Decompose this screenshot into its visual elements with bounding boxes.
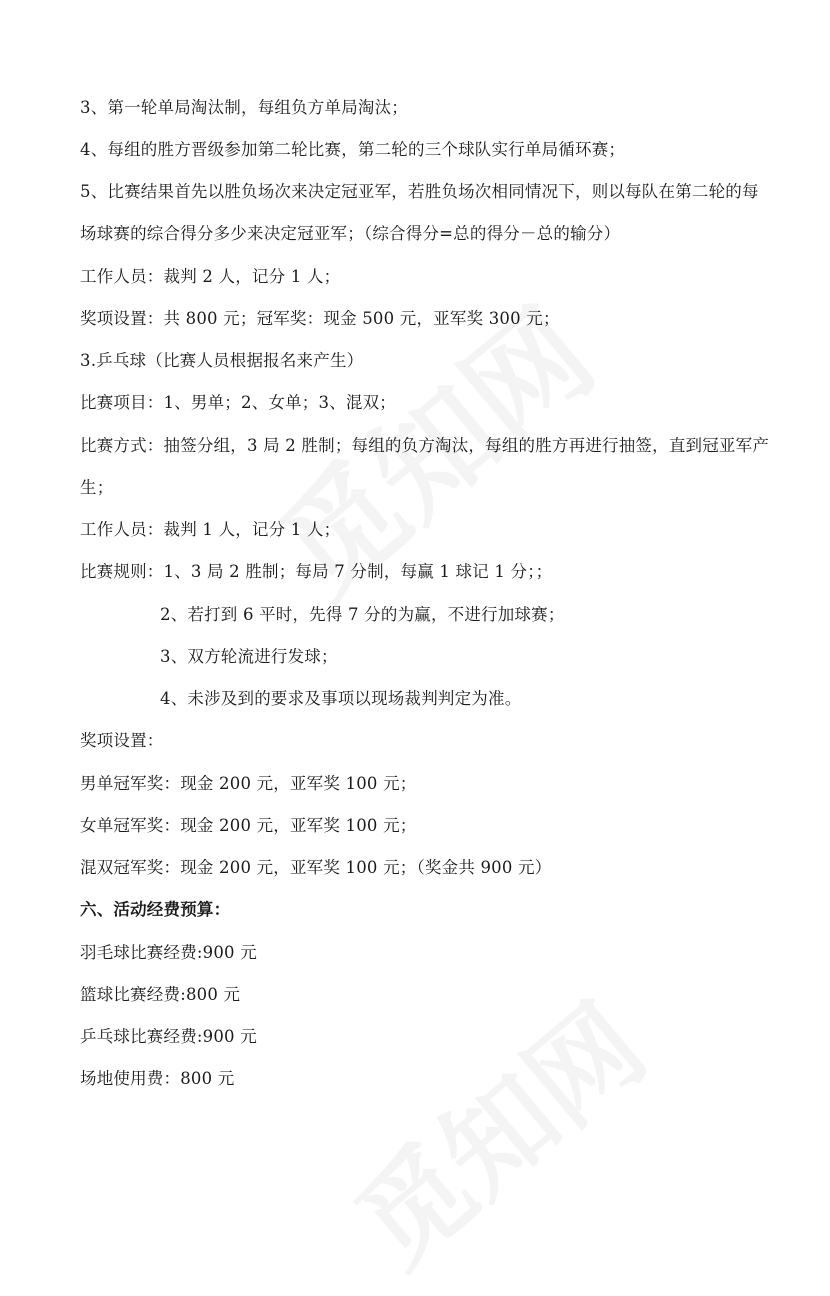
budget-table-tennis: 乒乓球比赛经费:900 元 (80, 1027, 257, 1046)
section-heading-table-tennis: 3.乒乓球（比赛人员根据报名来产生） (80, 351, 364, 370)
award-mens-singles: 男单冠军奖：现金 200 元，亚军奖 100 元； (80, 774, 417, 793)
budget-basketball: 篮球比赛经费:800 元 (80, 985, 241, 1004)
staff-text: 工作人员：裁判 2 人，记分 1 人； (80, 267, 341, 286)
rule-item-5-continued: 场球赛的综合得分多少来决定冠亚军；（综合得分=总的得分－总的输分） (80, 224, 621, 243)
rules-item-2: 2、若打到 6 平时，先得 7 分的为赢，不进行加球赛； (160, 605, 565, 624)
staff-text: 工作人员：裁判 1 人，记分 1 人； (80, 520, 341, 539)
section-heading-budget: 六、活动经费预算： (80, 900, 231, 919)
rule-item-4: 4、每组的胜方晋级参加第二轮比赛，第二轮的三个球队实行单局循环赛； (80, 140, 626, 159)
rules-item-1: 比赛规则：1、3 局 2 胜制；每局 7 分制，每赢 1 球记 1 分；； (80, 562, 553, 581)
events-text: 比赛项目：1、男单；2、女单；3、混双； (80, 393, 396, 412)
rules-item-4: 4、未涉及到的要求及事项以现场裁判判定为准。 (160, 689, 522, 708)
rules-item-3: 3、双方轮流进行发球； (160, 647, 338, 666)
awards-text: 奖项设置：共 800 元；冠军奖：现金 500 元，亚军奖 300 元； (80, 309, 560, 328)
rule-item-3: 3、第一轮单局淘汰制，每组负方单局淘汰； (80, 98, 408, 117)
format-text-continued: 生； (80, 478, 114, 497)
budget-badminton: 羽毛球比赛经费:900 元 (80, 943, 257, 962)
award-mixed-doubles: 混双冠军奖：现金 200 元，亚军奖 100 元；（奖金共 900 元） (80, 858, 552, 877)
awards-heading: 奖项设置： (80, 731, 164, 750)
award-womens-singles: 女单冠军奖：现金 200 元，亚军奖 100 元； (80, 816, 417, 835)
format-text: 比赛方式：抽签分组，3 局 2 胜制；每组的负方淘汰，每组的胜方再进行抽签，直到冠亚军产 (80, 436, 770, 455)
watermark (318, 962, 672, 1295)
budget-venue: 场地使用费：800 元 (80, 1069, 235, 1088)
rule-item-5: 5、比赛结果首先以胜负场次来决定冠亚军，若胜负场次相同情况下，则以每队在第二轮的每 (80, 182, 759, 201)
